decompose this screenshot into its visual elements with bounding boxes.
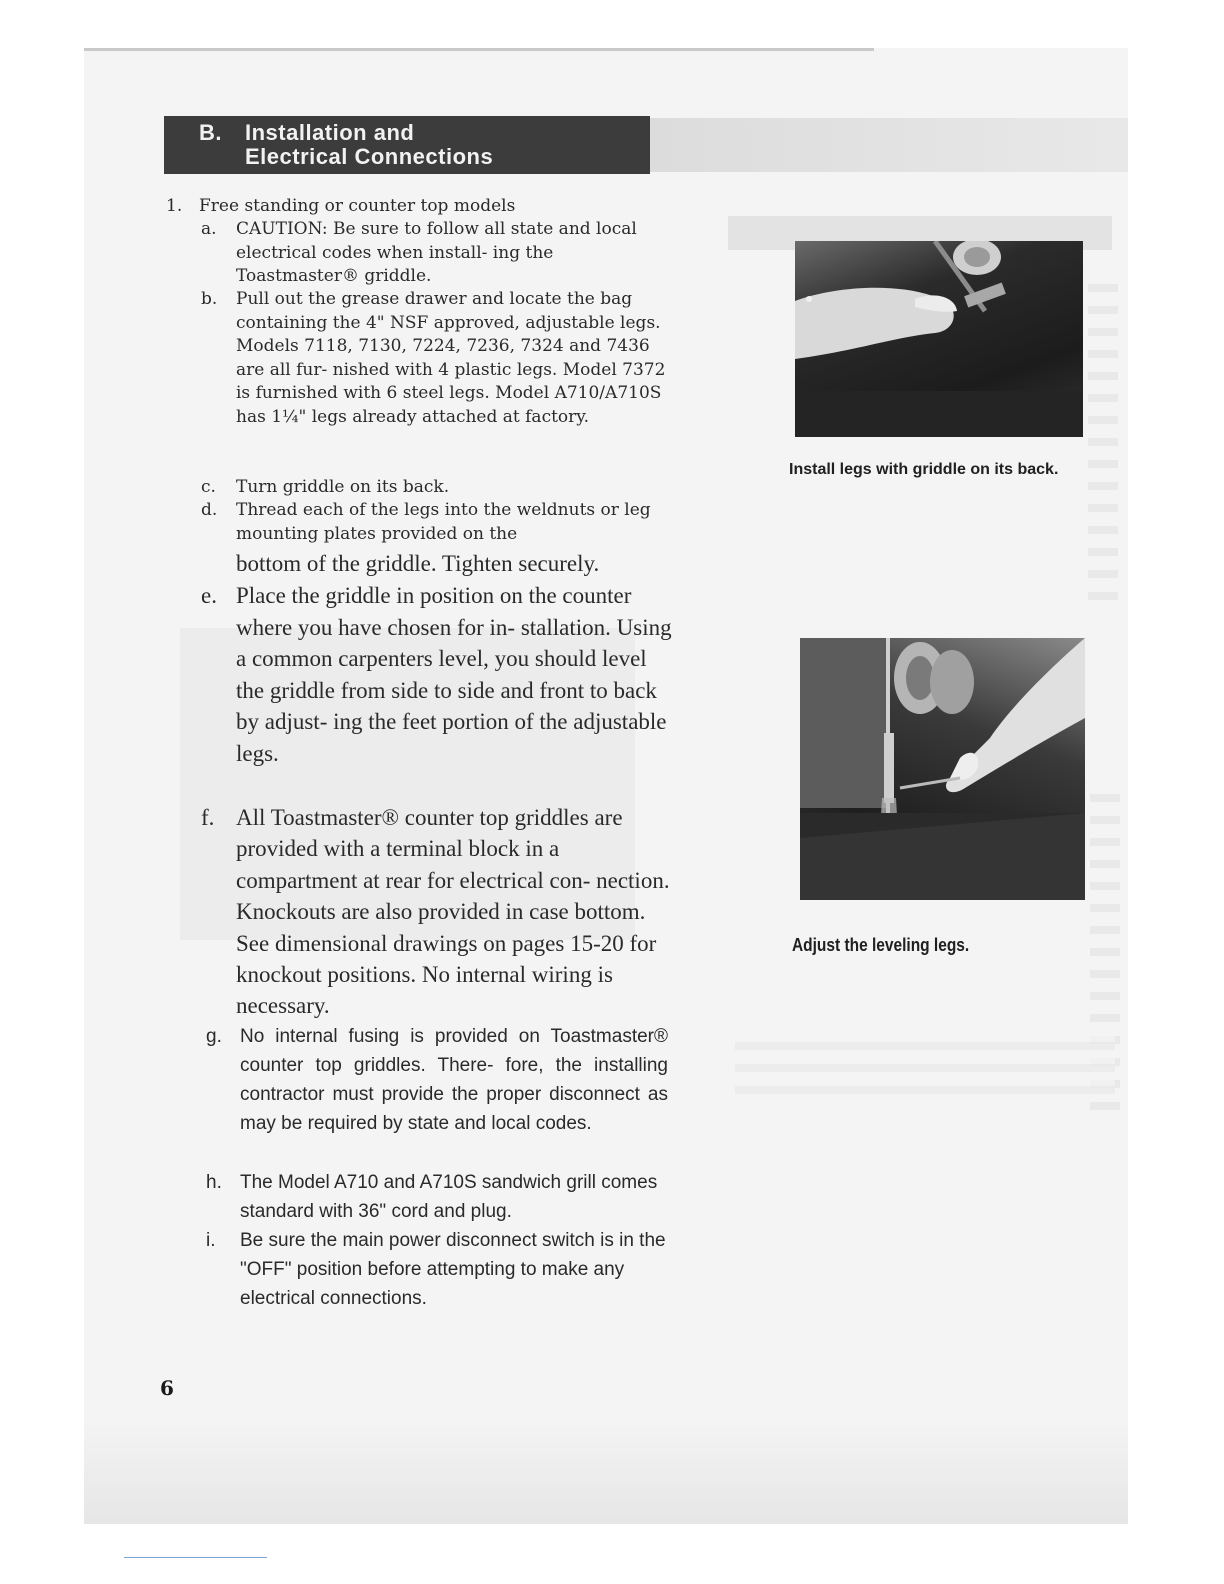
subitem-label-f: f. (201, 805, 215, 830)
bleed-through-text (735, 1028, 1115, 1098)
subitem-d-text: Thread each of the legs into the weldnuts or leg mounting plates provided on the (236, 500, 651, 544)
figure-caption: Install legs with griddle on its back. (789, 461, 1059, 478)
page-number: 6 (160, 1376, 174, 1400)
bottom-divider (124, 1557, 267, 1558)
subitem-i-text: Be sure the main power disconnect switch is in the "OFF" position before attempting to make any electrical connections. (240, 1230, 666, 1309)
page-bottom-shadow (84, 1418, 1128, 1524)
subitem-label-d: d. (201, 500, 218, 520)
section-letter: B. (199, 120, 222, 145)
subitem-label-h: h. (206, 1172, 222, 1193)
subitem-e-text: Place the griddle in position on the counter where you have chosen for in- stallation. Using a common carpenters level, you should level the griddle from side to side and front to back by adjust- ing the feet portion of the adjustable legs. (236, 583, 672, 766)
section-title-line1: Installation and (245, 120, 415, 145)
section-header (164, 116, 650, 174)
subitem-b-text: Pull out the grease drawer and locate the bag containing the 4" NSF approved, adjustable legs. Models 7118, 7130, 7224, 7236, 7324 and 7436 are all fur- nished with 4 plastic legs. Model 7372 is furnished with 6 steel legs. Model A710/A710S has 1¼" legs already attached at factory. (236, 289, 666, 427)
subitem-c-text: Turn griddle on its back. (236, 477, 450, 497)
page-top-edge (84, 48, 874, 51)
subitem-g-text: No internal fusing is provided on Toastmaster® counter top griddles. There- fore, the installing contractor must provide the proper disconnect as may be required by state and local codes. (240, 1026, 668, 1134)
photo-install-legs-drawing (795, 241, 1083, 437)
subitem-label-a: a. (201, 219, 217, 239)
subitem-f-text: All Toastmaster® counter top griddles are provided with a terminal block in a compartment at rear for electrical con- nection. Knockouts are also provided in case bottom. See dimensional drawings on pages 15-20 for knockout positions. No internal wiring is necessary. (236, 805, 670, 1019)
bleed-through-text (1088, 270, 1118, 600)
photo-install-legs (795, 241, 1083, 437)
subitem-label-b: b. (201, 289, 218, 309)
subitem-d-continued: bottom of the griddle. Tighten securely. (236, 551, 600, 576)
subitem-label-g: g. (206, 1026, 222, 1047)
subitem-label-i: i. (206, 1230, 216, 1251)
bleed-through-header (650, 118, 1128, 172)
subitem-a-text: CAUTION: Be sure to follow all state and local electrical codes when install- ing the Toastmaster® griddle. (236, 219, 637, 286)
subitem-label-c: c. (201, 477, 216, 497)
subitem-label-e: e. (201, 583, 217, 608)
section-title-line2: Electrical Connections (245, 144, 494, 169)
photo-adjust-legs (800, 638, 1085, 900)
figure-caption: Adjust the leveling legs. (792, 935, 970, 955)
item-number: 1. (166, 196, 183, 216)
item-title: Free standing or counter top models (199, 196, 516, 216)
photo-adjust-legs-drawing (800, 638, 1085, 900)
subitem-h-text: The Model A710 and A710S sandwich grill comes standard with 36" cord and plug. (240, 1172, 658, 1222)
